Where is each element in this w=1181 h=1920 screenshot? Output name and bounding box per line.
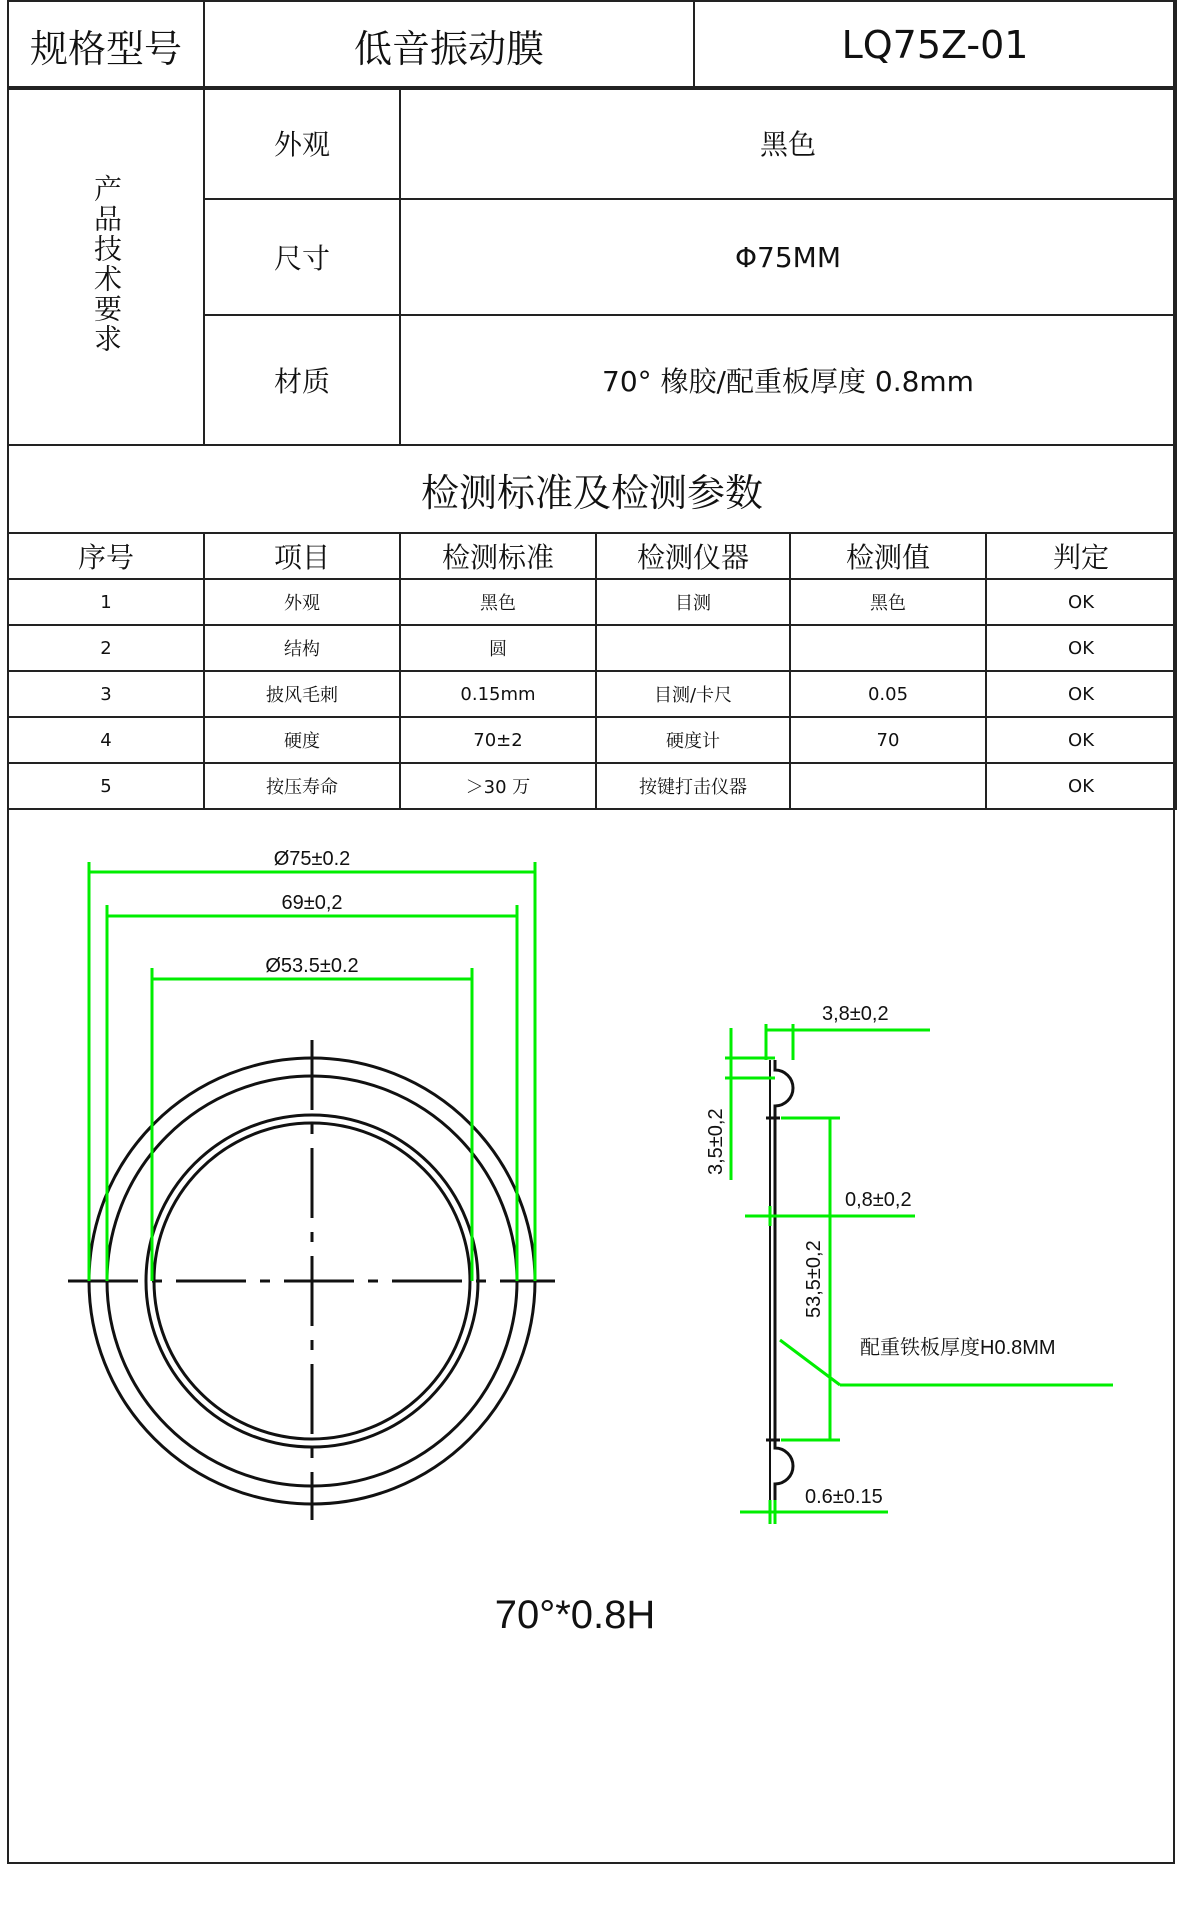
dim-top-width-label: 3,8±0,2 <box>822 1003 889 1025</box>
cell-item: 外观 <box>204 579 400 625</box>
cell-result: OK <box>986 625 1176 671</box>
product-name: 低音振动膜 <box>204 1 694 89</box>
cell-result: OK <box>986 671 1176 717</box>
col-header-item: 项目 <box>204 533 400 579</box>
spec-model-label: 规格型号 <box>8 1 204 89</box>
col-header-no: 序号 <box>8 533 204 579</box>
cell-standard: 黑色 <box>400 579 596 625</box>
col-header-value: 检测值 <box>790 533 986 579</box>
inspection-title: 检测标准及检测参数 <box>8 445 1176 533</box>
cell-no: 3 <box>8 671 204 717</box>
drawing-caption: 70°*0.8H <box>494 1593 656 1637</box>
cell-item: 披风毛刺 <box>204 671 400 717</box>
cell-result: OK <box>986 763 1176 809</box>
cell-instrument: 按键打击仪器 <box>596 763 790 809</box>
plate-thickness-note: 配重铁板厚度H0.8MM <box>860 1337 1056 1359</box>
cell-instrument: 目测/卡尺 <box>596 671 790 717</box>
dim-plate-label: 0,8±0,2 <box>845 1189 912 1211</box>
cell-result: OK <box>986 717 1176 763</box>
dim-height-label: 3,5±0,2 <box>705 1108 727 1175</box>
cell-no: 4 <box>8 717 204 763</box>
spec-value-appearance: 黑色 <box>400 87 1176 199</box>
dim-outer-label: Ø75±0.2 <box>273 848 351 870</box>
col-header-result: 判定 <box>986 533 1176 579</box>
cell-standard: 0.15mm <box>400 671 596 717</box>
cell-item: 硬度 <box>204 717 400 763</box>
cell-instrument: 目测 <box>596 579 790 625</box>
cell-result: OK <box>986 579 1176 625</box>
cell-no: 5 <box>8 763 204 809</box>
spec-name-size: 尺寸 <box>204 199 400 315</box>
dim-mid-label: 69±0,2 <box>281 892 343 914</box>
cell-standard: 圆 <box>400 625 596 671</box>
model-number: LQ75Z-01 <box>694 1 1176 89</box>
center-lines <box>68 1040 555 1520</box>
spec-group-label: 产品技术要求 <box>90 174 123 354</box>
dim-inner-label: Ø53.5±0.2 <box>265 955 359 977</box>
cell-item: 结构 <box>204 625 400 671</box>
spec-name-appearance: 外观 <box>204 87 400 199</box>
cell-no: 1 <box>8 579 204 625</box>
spec-name-material: 材质 <box>204 315 400 445</box>
cell-value: 黑色 <box>790 579 986 625</box>
cell-standard: 70±2 <box>400 717 596 763</box>
spec-value-size: Φ75MM <box>400 199 1176 315</box>
cell-value: 0.05 <box>790 671 986 717</box>
cell-standard: ＞30 万 <box>400 763 596 809</box>
spec-value-material: 70° 橡胶/配重板厚度 0.8mm <box>400 315 1176 445</box>
dim-bottom-label: 0.6±0.15 <box>805 1486 883 1508</box>
cell-no: 2 <box>8 625 204 671</box>
cell-value: 70 <box>790 717 986 763</box>
cross-section-view <box>766 1060 793 1512</box>
col-header-instrument: 检测仪器 <box>596 533 790 579</box>
cell-item: 按压寿命 <box>204 763 400 809</box>
dim-plate-length-label: 53,5±0,2 <box>803 1240 825 1318</box>
cell-instrument: 硬度计 <box>596 717 790 763</box>
col-header-standard: 检测标准 <box>400 533 596 579</box>
